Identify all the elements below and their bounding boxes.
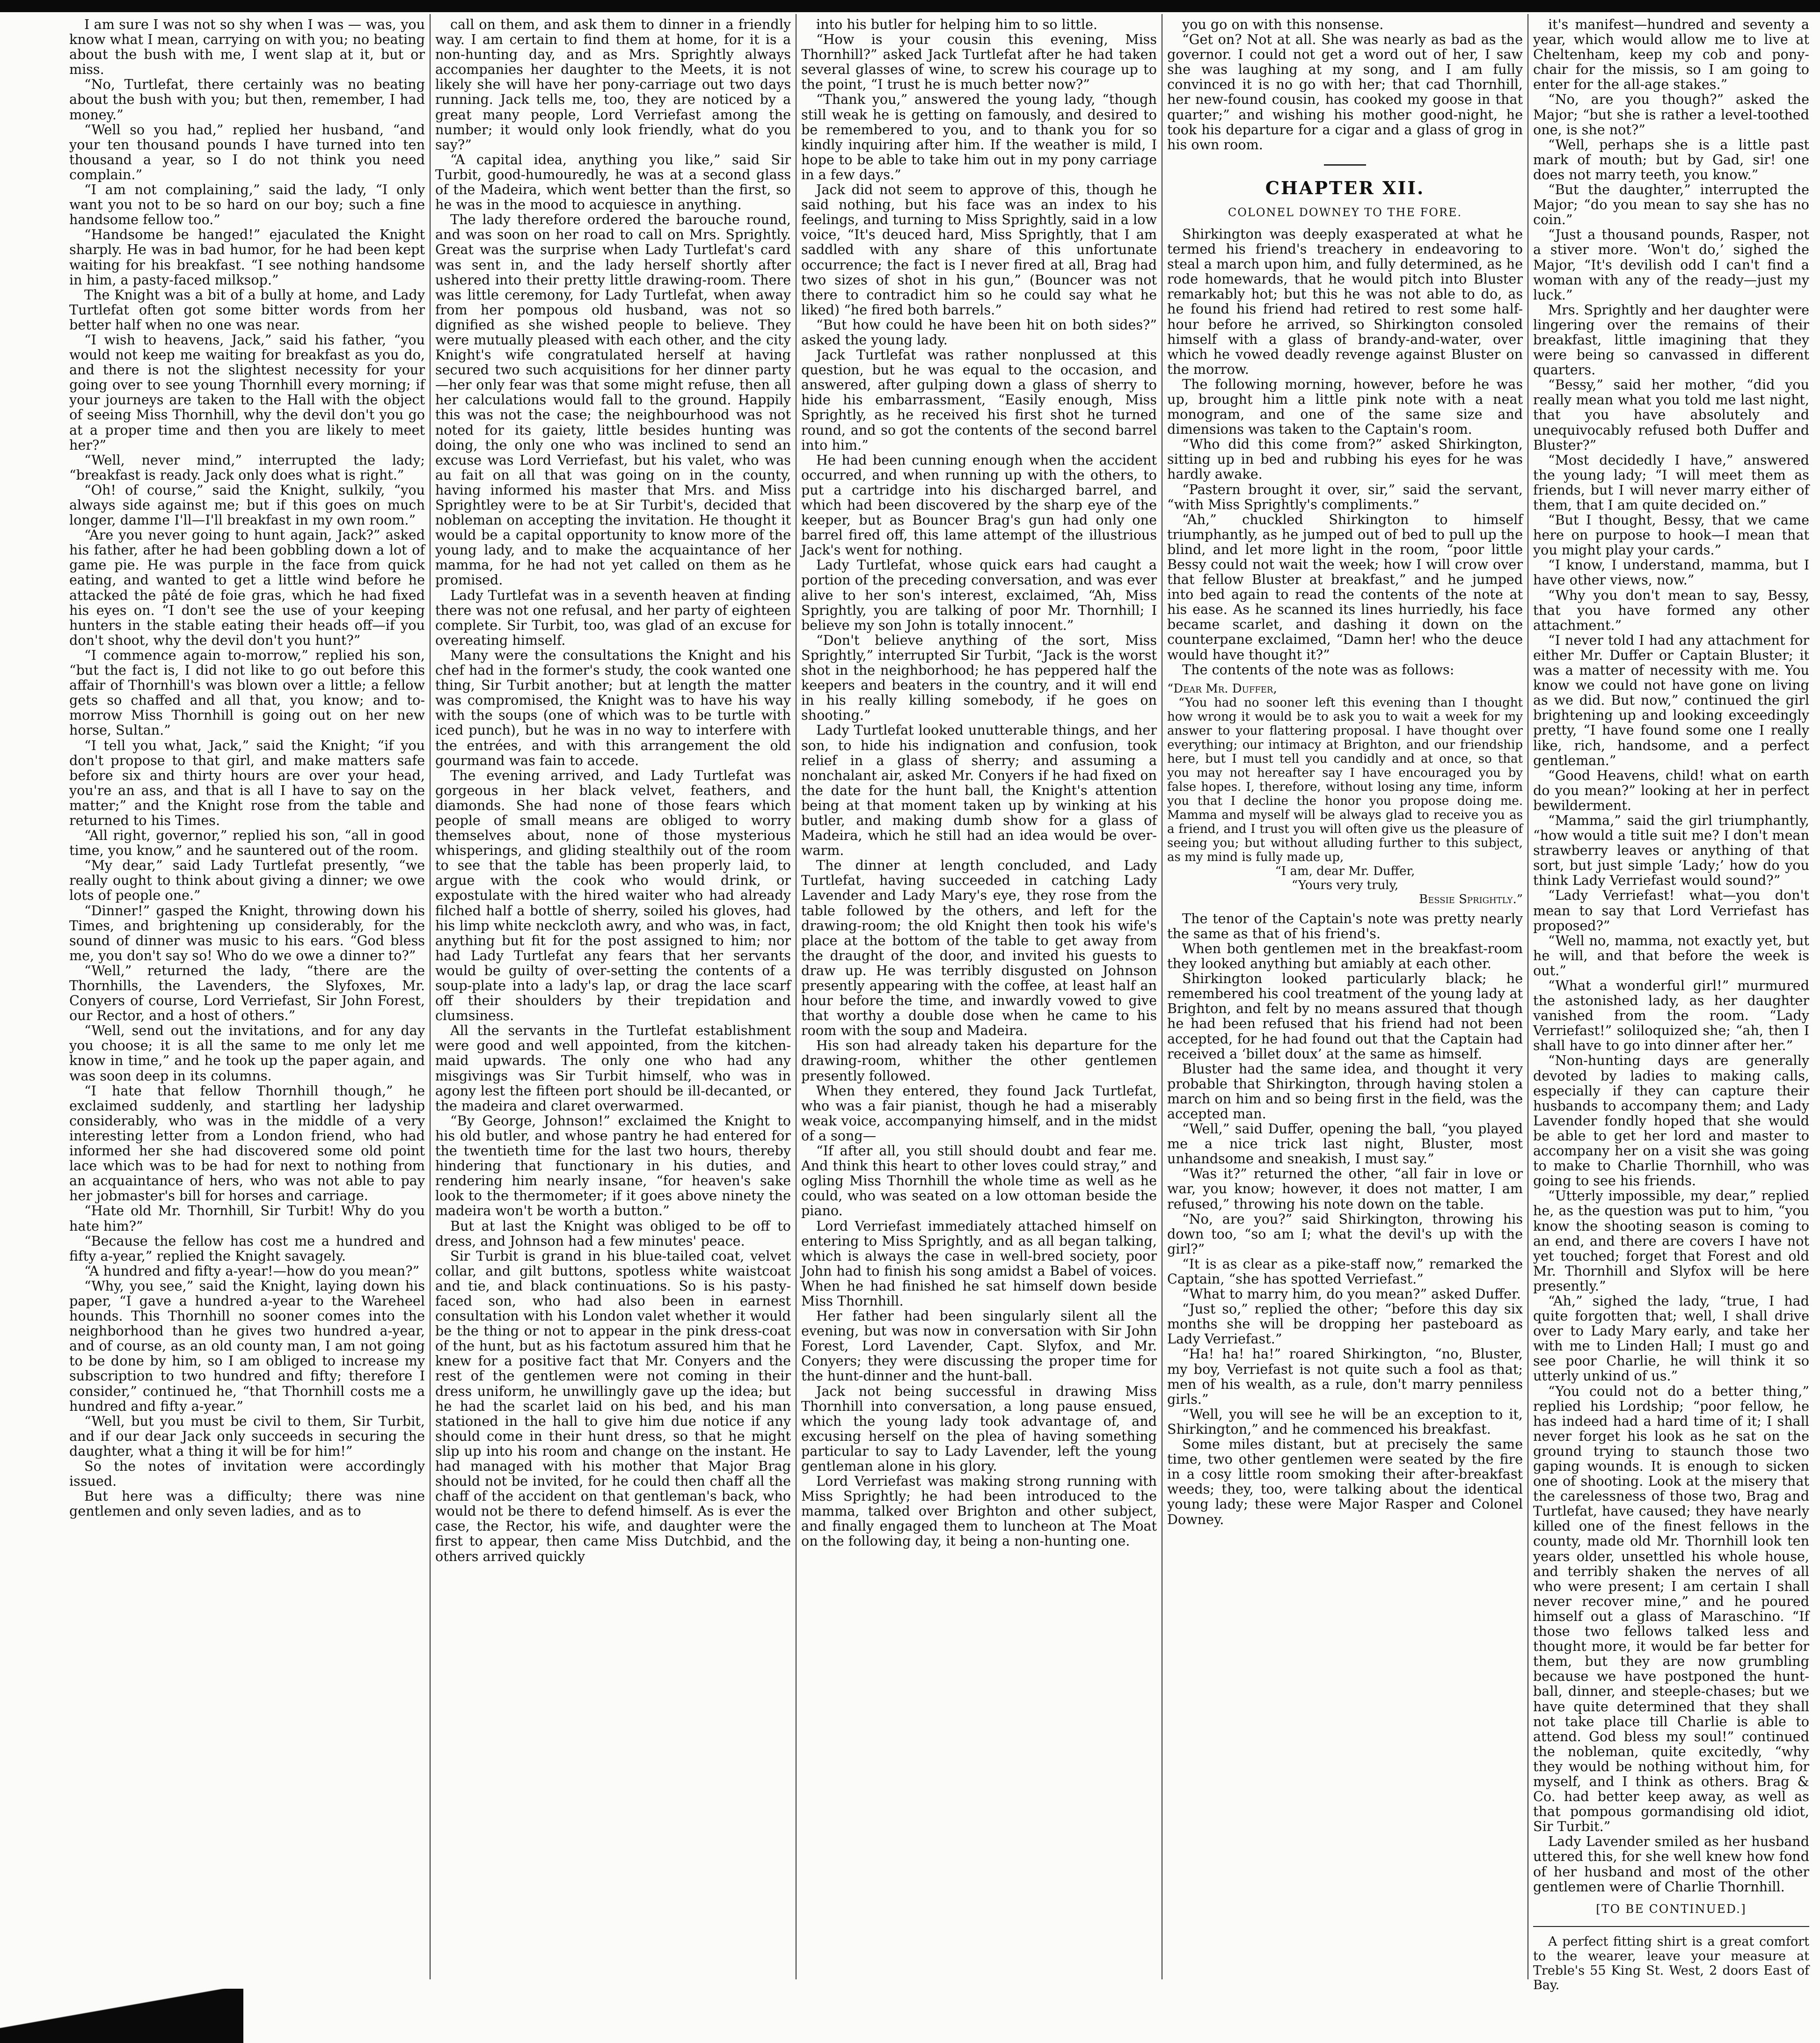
article-paragraph: But at last the Knight was obliged to be off to dress, and Johnson had a few minutes' peace. — [435, 1218, 791, 1249]
article-paragraph: “Pastern brought it over, sir,” said the servant, “with Miss Sprightly's compliments.” — [1167, 481, 1523, 512]
article-paragraph: But here was a difficulty; there was nine gentlemen and only seven ladies, and as to — [69, 1488, 425, 1519]
article-paragraph: it's manifest—hundred and seventy a year, which would allow me to live at Cheltenham, keep my cob and pony-chair for the missis, so I am going to enter for the all-age stakes.” — [1533, 16, 1809, 93]
article-paragraph: “It is as clear as a pike-staff now,” remarked the Captain, “she has spotted Verriefast.” — [1167, 1255, 1523, 1287]
article-paragraph: When they entered, they found Jack Turtlefat, who was a fair pianist, though he had a miserably weak voice, accompanying himself, and in the midst of a song— — [801, 1082, 1157, 1144]
text-column-4 — [1167, 17, 1523, 1977]
article-paragraph: “No, are you though?” asked the Major; “but she is rather a level-toothed one, is she not?” — [1533, 91, 1809, 138]
article-paragraph: The lady therefore ordered the barouche round, and was soon on her road to call on Mrs. Sprightly. Great was the surprise when Lady Turtlefat's card was sent in, and the lady herself shortly after ushered into their pretty little drawing-room. There was little ceremony, for Lady Turtlefat, when away from her pompous old husband, was not so dignified as she wished people to believe. They were mutually pleased with each other, and the city Knight's wife congratulated herself at having secured two such acquisitions for her dinner party—her only fear was that some might refuse, then all her calculations would fall to the ground. Happily this was not the case; the neighbourhood was not noted for its gaiety, little besides hunting was doing, the only one who was inclined to send an excuse was Lord Verriefast, but his valet, who was au fait on all that was going on in the county, having informed his master that Mrs. and Miss Sprightley were to be at Sir Turbit's, decided that nobleman on accepting the invitation. He thought it would be a capital opportunity to know more of the young lady, and to make the acquaintance of her mamma, for he had not yet called on them as he promised. — [435, 212, 791, 588]
article-paragraph: “What to marry him, do you mean?” asked Duffer. — [1182, 1286, 1521, 1302]
article-paragraph: “Thank you,” answered the young lady, “though still weak he is getting on famously, and desired to be remembered to you, and to thank you for so kindly inquiring after him. If the weather is mild, I hope to be able to take him out in my pony carriage in a few days.” — [801, 91, 1157, 182]
article-paragraph: “Was it?” returned the other, “all fair in love or war, you know; however, it does not matter, I am refused,” throwing his note down on the table. — [1167, 1166, 1523, 1212]
advertisement: A perfect fitting shirt is a great comfort to the wearer, leave your measure at Treble's 55 King St. West, 2 doors East of Bay. — [1533, 1934, 1809, 1992]
article-paragraph: The evening arrived, and Lady Turtlefat was gorgeous in her black velvet, feathers, and diamonds. She had none of those fears which people of small means are obliged to worry themselves about, none of those mysterious whisperings, and gliding stealthily out of the room to see that the table has been properly laid, to argue with the cook who would drink, or expostulate with the hired waiter who had already filched half a bottle of sherry, soiled his gloves, had his limp white neckcloth awry, and who was, in fact, anything but fit for the post assigned to him; nor had Lady Turtlefat any fears that her servants would be guilty of over-setting the contents of a soup-plate into a lady's lap, or drag the lace scarf off their shoulders by their trepidation and clumsiness. — [435, 767, 791, 1024]
paragraph-group-chapter-opening — [1167, 226, 1523, 677]
article-paragraph: “All right, governor,” replied his son, “all in good time, you know,” and he sauntered out of the room. — [69, 827, 425, 859]
article-paragraph: “I never told I had any attachment for either Mr. Duffer or Captain Bluster; it was a matter of necessity with me. You know we could not have gone on living as we did. But now,” continued the girl brightening up and looking exceedingly pretty, “I have found some one I really like, rich, handsome, and a perfect gentleman.” — [1533, 632, 1809, 768]
article-paragraph: “Well no, mamma, not exactly yet, but he will, and that before the week is out.” — [1533, 932, 1809, 978]
text-column-3 — [801, 17, 1157, 1977]
text-column-5 — [1533, 16, 1809, 1992]
article-paragraph: “I know, I understand, mamma, but I have other views, now.” — [1533, 557, 1809, 588]
article-paragraph: His son had already taken his departure for the drawing-room, whither the other gentlemen presently followed. — [801, 1037, 1157, 1084]
article-paragraph: “How is your cousin this evening, Miss Thornhill?” asked Jack Turtlefat after he had taken several glasses of wine, to screw his courage up to the point, “I trust he is much better now?” — [801, 31, 1157, 93]
article-paragraph: “A capital idea, anything you like,” said Sir Turbit, good-humouredly, he was at a second glass of the Madeira, which went better than the first, so he was in the mood to acquiesce in anything. — [435, 151, 791, 213]
article-paragraph: Shirkington looked particularly black; he remembered his cool treatment of the young lady at Brighton, and felt by no means assured that though he had been refused that his friend had not been accepted, for he had found out that the Captain had received a ‘billet doux’ at the same as himself. — [1167, 970, 1523, 1062]
article-paragraph: “No, Turtlefat, there certainly was no beating about the bush with you; but then, remember, I had money.” — [69, 76, 425, 123]
article-paragraph: “I tell you what, Jack,” said the Knight; “if you don't propose to that girl, and make matters safe before six and thirty hours are over your head, you're an ass, and that is all I have to say on the matter;” and the Knight rose from the table and returned to his Times. — [69, 737, 425, 828]
article-paragraph: The following morning, however, before he was up, brought him a little pink note with a neat monogram, and one of the same size and dimensions was taken to the Captain's room. — [1167, 376, 1523, 438]
article-paragraph: Jack Turtlefat was rather nonplussed at this question, but he was equal to the occasion, and answered, after gulping down a glass of sherry to hide his embarrassment, “Easily enough, Miss Sprightly, as he received his first shot he turned round, and so got the contents of the second barrel into him.” — [801, 347, 1157, 453]
article-paragraph: Lord Verriefast immediately attached himself on entering to Miss Sprightly, and as all began talking, which is always the case in well-bred society, poor John had to finish his song amidst a Babel of voices. When he had finished he sat himself down beside Miss Thornhill. — [801, 1218, 1157, 1309]
letter-salutation: “Dear Mr. Duffer, — [1167, 681, 1277, 696]
article-paragraph: “Well so you had,” replied her husband, “and your ten thousand pounds I have turned into ten thousand a year, so I do not think you need complain.” — [69, 121, 425, 182]
to-be-continued: [TO BE CONTINUED.] — [1596, 1902, 1747, 1916]
article-paragraph: “Most decidedly I have,” answered the young lady; “I will meet them as friends, but I will never marry either of them, that I am quite decided on.” — [1533, 452, 1809, 513]
article-paragraph: “Mamma,” said the girl triumphantly, “how would a title suit me? I don't mean strawberry leaves or anything of that sort, but just simple ‘Lady;’ how do you think Lady Verriefast would sound?” — [1533, 812, 1809, 889]
article-paragraph: The contents of the note was as follows: — [1182, 661, 1455, 678]
article-paragraph: “Well, but you must be civil to them, Sir Turbit, and if our dear Jack only succeeds in securing the daughter, what a thing it will be for him!” — [69, 1413, 425, 1459]
article-paragraph: “By George, Johnson!” exclaimed the Knight to his old butler, and whose pantry he had entered for the twentieth time for the last two hours, thereby hindering that functionary in his duties, and rendering him nearly insane, “for heaven's sake look to the thermometer; if it goes above ninety the madeira won't be worth a button.” — [435, 1112, 791, 1219]
article-paragraph: “Are you never going to hunt again, Jack?” asked his father, after he had been gobbling down a lot of game pie. He was purple in the face from quick eating, and wanted to get a little wind before he attacked the pâté de foie gras, which he had fixed his eyes on. “I don't see the use of your keeping hunters in the stable eating their heads off—if you don't shoot, why the devil don't you hunt?” — [69, 527, 425, 648]
article-paragraph: “Non-hunting days are generally devoted by ladies to making calls, especially if they can capture their husbands to accompany them; and Lady Lavender fondly hoped that she would be able to get her lord and master to accompany her on a visit she was going to make to Charlie Thornhill, who was going to see his friends. — [1533, 1052, 1809, 1189]
quoted-letter — [1167, 682, 1523, 906]
article-paragraph: “I hate that fellow Thornhill though,” he exclaimed suddenly, and startling her ladyship considerably, who was in the middle of a very interesting letter from a London friend, who had informed her she had discovered some old point lace which was to be had for next to nothing from an acquaintance of hers, who was not able to pay her jobmaster's bill for horses and carriage. — [69, 1082, 425, 1204]
article-paragraph: Jack did not seem to approve of this, though he said nothing, but his face was an index to his feelings, and turning to Miss Sprightly, said in a low voice, “It's deuced hard, Miss Sprightly, that I am saddled with any share of this unfortunate occurrence; the fact is I never fired at all, Brag had two sizes of shot in his gun,” (Bouncer was not there to contradict him so he could say what he liked) “he fired both barrels.” — [801, 182, 1157, 318]
article-paragraph: “Well, you will see he will be an exception to it, Shirkington,” and he commenced his breakfast. — [1167, 1406, 1523, 1437]
paragraph-group-before-chapter — [1167, 17, 1523, 152]
article-paragraph: “I commence again to-morrow,” replied his son, “but the fact is, I did not like to go out before this affair of Thornhill's was blown over a little; a fellow gets so chaffed and all that, you know; and to-morrow Miss Thornhill is going out on her new horse, Sultan.” — [69, 647, 425, 738]
article-paragraph: “Good Heavens, child! what on earth do you mean?” looking at her in perfect bewilderment. — [1533, 767, 1809, 813]
article-paragraph: “No, are you?” said Shirkington, throwing his down too, “so am I; what the devil's up with the girl?” — [1167, 1211, 1523, 1257]
article-paragraph: “Well, perhaps she is a little past mark of mouth; but by Gad, sir! one does not marry teeth, you know.” — [1533, 136, 1809, 182]
article-paragraph: “Well, never mind,” interrupted the lady; “breakfast is ready. Jack only does what is right.” — [69, 452, 425, 483]
article-paragraph: Lady Turtlefat, whose quick ears had caught a portion of the preceding conversation, and was ever alive to her son's interest, exclaimed, “Ah, Miss Sprightly, you are talking of poor Mr. Thornhill; I believe my son John is totally innocent.” — [801, 557, 1157, 633]
article-paragraph: “Well,” returned the lady, “there are the Thornhills, the Lavenders, the Slyfoxes, Mr. Conyers of course, Lord Verriefast, Sir John Forest, our Rector, and a host of others.” — [69, 962, 425, 1024]
article-paragraph: Lady Lavender smiled as her husband uttered this, for she well knew how fond of her husband and most of the other gentlemen were of Charlie Thornhill. — [1533, 1833, 1809, 1895]
article-paragraph: “Handsome be hanged!” ejaculated the Knight sharply. He was in bad humor, for he had been kept waiting for his breakfast. “I see nothing handsome in him, a pasty-faced milksop.” — [69, 226, 425, 288]
chapter-heading: CHAPTER XII. — [1265, 177, 1425, 198]
chapter-divider — [1324, 164, 1366, 166]
article-paragraph: “Why, you see,” said the Knight, laying down his paper, “I gave a hundred a-year to the Wareheel hounds. This Thornhill no sooner comes into the neighborhood than he gives two hundred a-year, and of course, as an old county man, I am not going to be done by him, so I am obliged to increase my subscription to two hundred and fifty; therefore I consider,” continued he, “that Thornhill costs me a hundred and fifty a-year.” — [69, 1277, 425, 1414]
article-paragraph: “Don't believe anything of the sort, Miss Sprightly,” interrupted Sir Turbit, “Jack is the worst shot in the neighborhood; he has peppered half the keepers and beaters in the country, and it will end in his really killing somebody, if he goes on shooting.” — [801, 632, 1157, 723]
scan-corner-shadow — [0, 1989, 243, 2043]
article-paragraph: Some miles distant, but at precisely the same time, two other gentlemen were seated by the fire in a cosy little room smoking their after-breakfast weeds; they, too, were talking about the identical young lady; these were Major Rasper and Colonel Downey. — [1167, 1436, 1523, 1527]
article-paragraph: The tenor of the Captain's note was pretty nearly the same as that of his friend's. — [1167, 910, 1523, 941]
article-paragraph: When both gentlemen met in the breakfast-room they looked anything but amiably at each other. — [1167, 940, 1523, 972]
article-paragraph: “What a wonderful girl!” murmured the astonished lady, as her daughter vanished from the room. “Lady Verriefast!” soliloquized she; “ah, then I shall have to go into dinner after her.” — [1533, 978, 1809, 1054]
article-paragraph: Lady Turtlefat was in a seventh heaven at finding there was not one refusal, and her party of eighteen complete. Sir Turbit, too, was glad of an excuse for overeating himself. — [435, 587, 791, 648]
article-paragraph: “Because the fellow has cost me a hundred and fifty a-year,” replied the Knight savagely. — [69, 1233, 425, 1264]
article-paragraph: I am sure I was not so shy when I was — was, you know what I mean, carrying on with you; no beating about the bush with me, I went slap at it, but or miss. — [69, 16, 425, 78]
article-paragraph: “I am not complaining,” said the lady, “I only want you not to be so hard on our boy; such a fine handsome fellow too.” — [69, 182, 425, 228]
letter-signature: Bessie Sprightly.” — [1418, 892, 1523, 906]
article-paragraph: “Utterly impossible, my dear,” replied he, as the question was put to him, “you know the shooting season is coming to an end, and there are covers I have not yet touched; forget that Forest and old Mr. Thornhill and Slyfox will be here presently.” — [1533, 1188, 1809, 1294]
article-paragraph: So the notes of invitation were accordingly issued. — [69, 1458, 425, 1489]
article-paragraph: Mrs. Sprightly and her daughter were lingering over the remains of their breakfast, little imagining that they were being so canvassed in different quarters. — [1533, 301, 1809, 378]
article-paragraph: Lady Turtlefat looked unutterable things, and her son, to hide his indignation and confusion, took relief in a glass of sherry; and assuming a nonchalant air, asked Mr. Conyers if he had fixed on the date for the hunt ball, the Knight's attention being at that moment taken up by winking at his butler, and making dumb show for a glass of Madeira, which he still had an idea would be over-warm. — [801, 722, 1157, 859]
article-paragraph: “Dinner!” gasped the Knight, throwing down his Times, and brightening up considerably, for the sound of dinner was music to his ears. “God bless me, you don't say so! Who do we owe a dinner to?” — [69, 902, 425, 963]
text-column-1 — [69, 17, 425, 1977]
article-paragraph: “Why you don't mean to say, Bessy, that you have formed any other attachment.” — [1533, 587, 1809, 633]
article-paragraph: Jack not being successful in drawing Miss Thornhill into conversation, a long pause ensued, which the young lady took advantage of, and excusing herself on the plea of having something particular to say to Lady Lavender, left the young gentleman alone in his glory. — [801, 1383, 1157, 1474]
article-paragraph: Bluster had the same idea, and thought it very probable that Shirkington, through having stolen a march on him and so being first in the field, was the accepted man. — [1167, 1060, 1523, 1122]
article-paragraph: “My dear,” said Lady Turtlefat presently, “we really ought to think about giving a dinner; we owe lots of people one.” — [69, 857, 425, 904]
article-paragraph: call on them, and ask them to dinner in a friendly way. I am certain to find them at home, for it is a non-hunting day, and as Mrs. Sprightly always accompanies her daughter to the Meets, it is not likely she will have her pony-carriage out two days running. Jack tells me, too, they are noticed by a great many people, Lord Verriefast among the number; it would only look friendly, what do you say?” — [435, 16, 791, 153]
letter-closing-2: “Yours very truly, — [1291, 878, 1399, 892]
article-paragraph: “Just a thousand pounds, Rasper, not a stiver more. ‘Won't do,’ sighed the Major, “It's devilish odd I can't find a woman with any of the ready—just my luck.” — [1533, 226, 1809, 303]
article-paragraph: into his butler for helping him to so little. — [816, 16, 1097, 32]
article-paragraph: “If after all, you still should doubt and fear me. And think this heart to other loves could stray,” and ogling Miss Thornhill the whole time as well as he could, who was seated on a low ottoman beside the piano. — [801, 1143, 1157, 1219]
paragraph-group-after-letter — [1167, 911, 1523, 1527]
chapter-subtitle: COLONEL DOWNEY TO THE FORE. — [1228, 205, 1462, 219]
scan-border-top — [0, 0, 1820, 12]
article-paragraph: Shirkington was deeply exasperated at what he termed his friend's treachery in endeavoring to steal a march upon him, and fully determined, as he rode homewards, that he would pitch into Bluster remarkably hot; but this he was not able to do, as he found his friend had retired to rest some half-hour before he arrived, so Shirkington consoled himself with a glass of brandy-and-water, over which he vowed deadly revenge against Bluster on the morrow. — [1167, 226, 1523, 377]
article-paragraph: “Ah,” chuckled Shirkington to himself triumphantly, as he jumped out of bed to pull up the blind, and let more light in the room, “poor little Bessy could not wait the week; how I will crow over that fellow Bluster at breakfast,” and he jumped into bed again to read the contents of the note at his ease. As he scanned its lines hurriedly, his face became scarlet, and dashing it down on the counterpane exclaimed, “Damn her! who the deuce would have thought it?” — [1167, 511, 1523, 663]
article-paragraph: you go on with this nonsense. — [1182, 16, 1384, 32]
column-rule — [796, 14, 797, 1979]
article-paragraph: “Get on? Not at all. She was nearly as bad as the governor. I could not get a word out of her, I saw she was laughing at my song, and I am fully convinced it is no go with her; that cad Thornhill, her new-found cousin, has cooked my goose in that quarter;” and wishing his mother good-night, he took his departure for a cigar and a glass of grog in his own room. — [1167, 31, 1523, 153]
article-paragraph: “But the daughter,” interrupted the Major; “do you mean to say she has no coin.” — [1533, 182, 1809, 228]
article-paragraph: “Hate old Mr. Thornhill, Sir Turbit! Why do you hate him?” — [69, 1203, 425, 1234]
paragraph-group — [1533, 17, 1809, 1894]
article-paragraph: “You could not do a better thing,” replied his Lordship; “poor fellow, he has indeed had a hard time of it; I shall never forget his look as he sat on the ground trying to staunch those two gaping wounds. It is enough to sicken one of shooting. Look at the misery that the carelessness of those two, Brag and Turtlefat, have caused; they have nearly killed one of the finest fellows in the county, made old Mr. Thornhill look ten years older, unsettled his whole house, and terribly shaken the nerves of all who were present; I am certain I shall never recover mine,” and he poured himself out a glass of Maraschino. “If those two fellows talked less and thought more, it would be far better for them, but they are now grumbling because we have postponed the hunt-ball, dinner, and steeple-chases; but we have quite determined that they shall not take place till Charlie is able to attend. God bless my soul!” continued the nobleman, quite excitedly, “why they would be nothing without him, for myself, and I think as others. Brag & Co. had better keep away, as well as that pompous gormandising old idiot, Sir Turbit.” — [1533, 1383, 1809, 1835]
advertisement-divider — [1533, 1926, 1809, 1927]
article-paragraph: All the servants in the Turtlefat establishment were good and well appointed, from the kitchen-maid upwards. The only one who had any misgivings was Sir Turbit himself, who was in agony lest the fifteen port should be ill-decanted, or the madeira and claret overwarmed. — [435, 1022, 791, 1114]
article-paragraph: “Well,” said Duffer, opening the ball, “you played me a nice trick last night, Bluster, most unhandsome and sneakish, I must say.” — [1167, 1121, 1523, 1167]
letter-body: “You had no sooner left this evening than I thought how wrong it would be to ask you to wait a week for my answer to your flattering proposal. I have thought over everything; our intimacy at Brighton, and our friendship here, but I must tell you candidly and at once, so that you may not hereafter say I have encouraged you by false hopes. I, therefore, without losing any time, inform you that I decline the honor you propose doing me. Mamma and myself will be always glad to receive you as a friend, and I trust you will often give us the pleasure of seeing you; but without alluding further to this subject, as my mind is fully made up, — [1167, 695, 1523, 864]
article-paragraph: Her father had been singularly silent all the evening, but was now in conversation with Sir John Forest, Lord Lavender, Capt. Slyfox, and Mr. Conyers; they were discussing the proper time for the hunt-dinner and the hunt-ball. — [801, 1308, 1157, 1384]
article-paragraph: The Knight was a bit of a bully at home, and Lady Turtlefat often got some bitter words from her better half when no one was near. — [69, 286, 425, 333]
article-paragraph: “Ha! ha! ha!” roared Shirkington, “no, Bluster, my boy, Verriefast is not quite such a fool as that; men of his wealth, as a rule, don't marry penniless girls.” — [1167, 1346, 1523, 1407]
column-rule — [430, 14, 431, 1979]
letter-closing: “I am, dear Mr. Duffer, — [1275, 864, 1415, 878]
article-paragraph: Sir Turbit is grand in his blue-tailed coat, velvet collar, and gilt buttons, spotless white waistcoat and tie, and black continuations. So is his pasty-faced son, who had also been in earnest consultation with his London valet whether it would be the thing or not to appear in the pink dress-coat of the hunt, but as his factotum assured him that he knew for a positive fact that Mr. Conyers and the rest of the gentlemen were not coming in their dress uniform, he unwillingly gave up the idea; but he had the scarlet laid on his bed, and his man stationed in the hall to give him due notice if any should come in their hunt dress, so that he might slip up into his room and change on the instant. He had managed with his mother that Major Brag should not be invited, for he could then chaff all the chaff of the accident on that gentleman's back, who would not be there to defend himself. As is ever the case, the Rector, his wife, and daughter were the first to appear, then came Miss Dutchbid, and the others arrived quickly — [435, 1248, 791, 1564]
article-paragraph: “Ah,” sighed the lady, “true, I had quite forgotten that; well, I shall drive over to Lady Mary early, and take her with me to Linden Hall; I must go and see poor Charlie, he will think it so utterly unkind of us.” — [1533, 1292, 1809, 1384]
article-paragraph: “Bessy,” said her mother, “did you really mean what you told me last night, that you have absolutely and unequivocably refused both Duffer and Bluster?” — [1533, 377, 1809, 453]
article-paragraph: He had been cunning enough when the accident occurred, and when running up with the others, to put a cartridge into his discharged barrel, and which had been discovered by the sharp eye of the keeper, but as Bouncer Brag's gun had only one barrel fired off, this lame attempt of the illustrious Jack's went for nothing. — [801, 452, 1157, 558]
article-paragraph: “I wish to heavens, Jack,” said his father, “you would not keep me waiting for breakfast as you do, and there is not the slightest necessity for your going over to see young Thornhill every morning; if your journeys are taken to the Hall with the object of seeing Miss Thornhill, why the devil don't you go at a proper time and then you are likely to meet her?” — [69, 331, 425, 453]
text-column-2 — [435, 17, 791, 1977]
article-paragraph: Many were the consultations the Knight and his chef had in the former's study, the cook wanted one thing, Sir Turbit another; but at length the matter was compromised, the Knight was to have his way with the soups (one of which was to be turtle with iced punch), but he was in no way to interfere with the entrées, and with this arrangement the old gourmand was fain to accede. — [435, 647, 791, 768]
article-paragraph: The dinner at length concluded, and Lady Turtlefat, having succeeded in catching Lady Lavender and Lady Mary's eye, they rose from the table followed by the others, and left for the drawing-room; the old Knight then took his wife's place at the bottom of the table to get away from the draught of the door, and invited his guests to draw up. He was terribly disgusted on Johnson presently appearing with the coffee, at least half an hour before the time, and inwardly vowed to give that worthy a double dose when he came to his room with the soup and Madeira. — [801, 857, 1157, 1039]
article-paragraph: “Well, send out the invitations, and for any day you choose; it is all the same to me only let me know in time,” and he took up the paper again, and was soon deep in its columns. — [69, 1022, 425, 1084]
article-paragraph: “A hundred and fifty a-year!—how do you mean?” — [84, 1262, 420, 1279]
article-paragraph: “Oh! of course,” said the Knight, sulkily, “you always side against me; but if this goes on much longer, damme I'll—I'll breakfast in my own room.” — [69, 482, 425, 528]
article-paragraph: Lord Verriefast was making strong running with Miss Sprightly; he had been introduced to the mamma, talked over Brighton and other subject, and finally engaged them to luncheon at The Moat on the following day, it being a non-hunting one. — [801, 1473, 1157, 1549]
article-paragraph: “Just so,” replied the other; “before this day six months she will be dropping her pasteboard as Lady Verriefast.” — [1167, 1301, 1523, 1347]
article-paragraph: “But how could he have been hit on both sides?” asked the young lady. — [801, 316, 1157, 348]
article-paragraph: “Lady Verriefast! what—you don't mean to say that Lord Verriefast has proposed?” — [1533, 887, 1809, 934]
article-paragraph: “But I thought, Bessy, that we came here on purpose to hook—I mean that you might play your cards.” — [1533, 512, 1809, 558]
article-paragraph: “Who did this come from?” asked Shirkington, sitting up in bed and rubbing his eyes for he was hardly awake. — [1167, 436, 1523, 482]
